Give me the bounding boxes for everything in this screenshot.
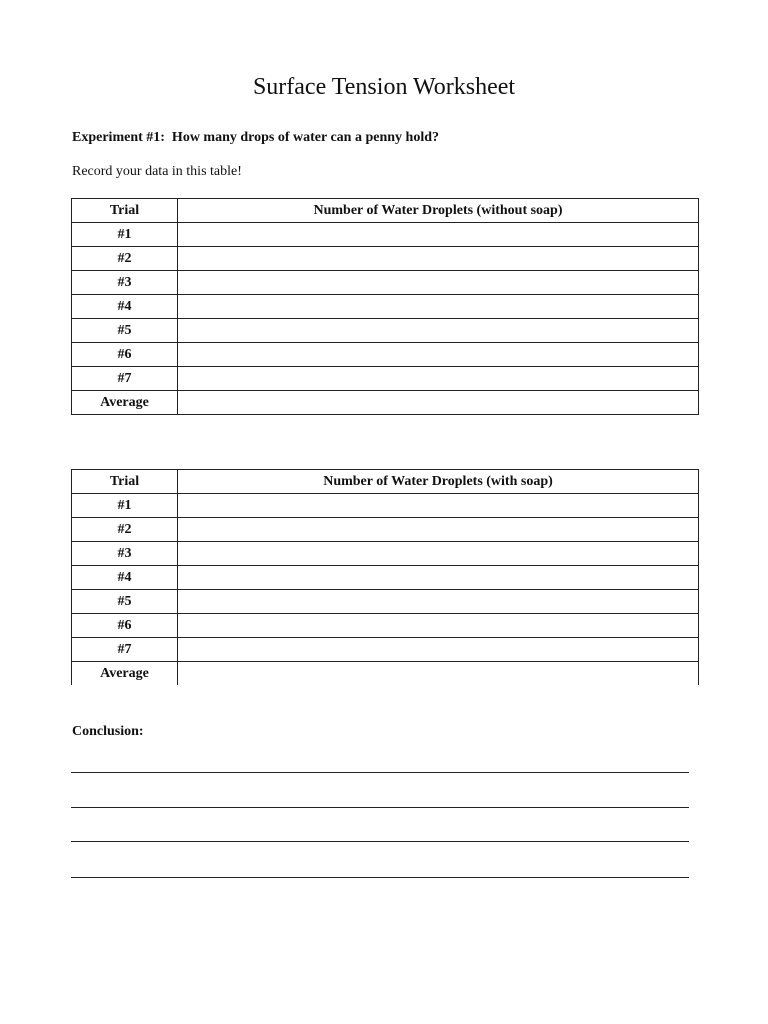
table-row xyxy=(72,566,699,590)
conclusion-label: Conclusion: xyxy=(72,724,144,739)
trial-label: #1 xyxy=(72,223,178,247)
instruction-text: Record your data in this table! xyxy=(72,164,242,179)
table-row xyxy=(72,638,699,662)
table-row xyxy=(72,518,699,542)
header-droplets: Number of Water Droplets (without soap) xyxy=(178,199,699,223)
table-row xyxy=(72,295,699,319)
trial-label: #5 xyxy=(72,319,178,343)
droplet-entry-cell[interactable] xyxy=(178,271,699,295)
trial-label: #1 xyxy=(72,494,178,518)
table-row xyxy=(72,662,699,686)
droplet-entry-cell[interactable] xyxy=(178,614,699,638)
table-row xyxy=(72,494,699,518)
droplet-entry-cell[interactable] xyxy=(178,494,699,518)
trial-label: #2 xyxy=(72,247,178,271)
trial-label: #4 xyxy=(72,295,178,319)
table-row xyxy=(72,367,699,391)
trial-label: #2 xyxy=(72,518,178,542)
trial-label: #7 xyxy=(72,638,178,662)
average-label: Average xyxy=(72,662,178,686)
droplet-entry-cell[interactable] xyxy=(178,542,699,566)
trial-label: #4 xyxy=(72,566,178,590)
droplet-entry-cell[interactable] xyxy=(178,223,699,247)
table-header-row xyxy=(72,470,699,494)
trial-label: #6 xyxy=(72,343,178,367)
table-row xyxy=(72,391,699,415)
droplet-entry-cell[interactable] xyxy=(178,638,699,662)
header-trial: Trial xyxy=(72,199,178,223)
average-entry-cell[interactable] xyxy=(178,391,699,415)
droplet-entry-cell[interactable] xyxy=(178,566,699,590)
droplet-entry-cell[interactable] xyxy=(178,343,699,367)
table-row xyxy=(72,247,699,271)
table-row xyxy=(72,319,699,343)
table-without-soap xyxy=(71,198,699,415)
table-row xyxy=(72,542,699,566)
experiment-heading: Experiment #1: How many drops of water can a penny hold? xyxy=(72,130,440,145)
table-row xyxy=(72,271,699,295)
trial-label: #7 xyxy=(72,367,178,391)
header-droplets: Number of Water Droplets (with soap) xyxy=(178,470,699,494)
header-trial: Trial xyxy=(72,470,178,494)
table-row xyxy=(72,223,699,247)
conclusion-answer-line[interactable] xyxy=(71,807,689,808)
table-header-row xyxy=(72,199,699,223)
average-entry-cell[interactable] xyxy=(178,662,699,686)
droplet-entry-cell[interactable] xyxy=(178,367,699,391)
table-row xyxy=(72,590,699,614)
table-row xyxy=(72,614,699,638)
trial-label: #3 xyxy=(72,542,178,566)
droplet-entry-cell[interactable] xyxy=(178,319,699,343)
trial-label: #3 xyxy=(72,271,178,295)
average-label: Average xyxy=(72,391,178,415)
droplet-entry-cell[interactable] xyxy=(178,295,699,319)
trial-label: #5 xyxy=(72,590,178,614)
droplet-entry-cell[interactable] xyxy=(178,518,699,542)
conclusion-answer-line[interactable] xyxy=(71,877,689,878)
conclusion-answer-line[interactable] xyxy=(71,772,689,773)
trial-label: #6 xyxy=(72,614,178,638)
table-row xyxy=(72,343,699,367)
droplet-entry-cell[interactable] xyxy=(178,247,699,271)
conclusion-answer-line[interactable] xyxy=(71,841,689,842)
table-with-soap xyxy=(71,469,699,685)
page-title: Surface Tension Worksheet xyxy=(252,74,516,100)
droplet-entry-cell[interactable] xyxy=(178,590,699,614)
